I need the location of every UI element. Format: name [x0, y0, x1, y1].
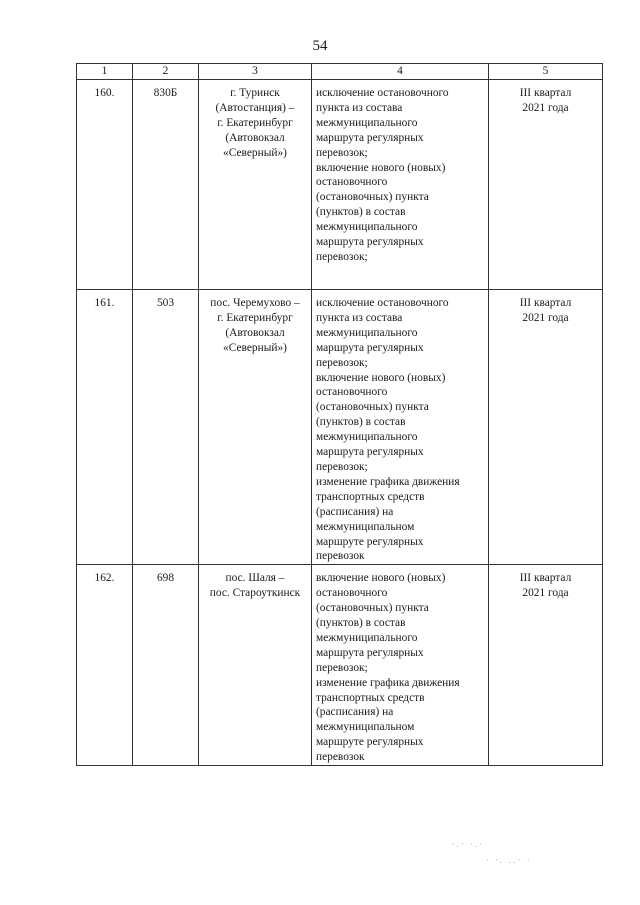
route-name-line: пос. Староуткинск — [209, 587, 301, 600]
description-line: межмуниципального — [316, 116, 418, 129]
description-line: (пунктов) в состав — [316, 206, 406, 219]
change-description — [312, 290, 489, 565]
description-line: перевозок; — [316, 460, 368, 473]
description-line: маршрута регулярных — [316, 446, 424, 459]
description-line: включение нового (новых) — [316, 572, 446, 585]
description-line: пункта из состава — [316, 311, 403, 324]
description-line: остановочного — [316, 587, 388, 600]
description-line: (остановочных) пункта — [316, 191, 429, 204]
header-row — [77, 64, 603, 80]
description-line: исключение остановочного — [316, 297, 449, 309]
scan-artifact: · ·. ..· · — [486, 856, 532, 865]
route-number: 830Б — [133, 80, 199, 290]
header-col-3: 3 — [199, 64, 312, 80]
route-name-line: (Автовокзал — [225, 131, 285, 144]
description-line: (пунктов) в состав — [316, 617, 406, 630]
route-name-line: пос. Шаля – — [225, 572, 285, 585]
header-col-2: 2 — [133, 64, 199, 80]
description-line: транспортных средств — [316, 691, 425, 704]
description-line: перевозок; — [316, 146, 368, 159]
description-line: межмуниципального — [316, 221, 418, 234]
deadline-line: III квартал — [519, 572, 572, 585]
register-table — [76, 63, 603, 766]
deadline — [489, 290, 603, 565]
description-line: маршруте регулярных — [316, 736, 424, 749]
route-name-line: г. Туринск — [230, 87, 280, 99]
table-body — [77, 80, 603, 766]
route-name — [199, 565, 312, 766]
change-description — [312, 565, 489, 766]
description-line: перевозок — [316, 751, 365, 764]
description-line: маршрута регулярных — [316, 646, 424, 659]
description-line: перевозок — [316, 550, 365, 563]
route-number: 698 — [133, 565, 199, 766]
header-col-1: 1 — [77, 64, 133, 80]
header-col-5: 5 — [489, 64, 603, 80]
description-line: межмуниципального — [316, 631, 418, 644]
description-line: маршрута регулярных — [316, 341, 424, 354]
description-line: перевозок; — [316, 250, 368, 263]
description-line: (расписания) на — [316, 706, 394, 719]
route-name-line: (Автостанция) – — [215, 101, 295, 114]
route-name-line: пос. Черемухово – — [210, 297, 300, 309]
deadline-line: 2021 года — [522, 101, 569, 114]
description-line: изменение графика движения — [316, 475, 460, 488]
header-col-4: 4 — [312, 64, 489, 80]
description-line: исключение остановочного — [316, 87, 449, 99]
deadline — [489, 80, 603, 290]
description-line: (остановочных) пункта — [316, 401, 429, 414]
description-line: включение нового (новых) — [316, 371, 446, 384]
description-line: межмуниципальном — [316, 520, 415, 533]
change-description — [312, 80, 489, 290]
table-header — [77, 64, 603, 80]
scan-artifact: ·.· ·.· — [452, 840, 484, 849]
description-line: перевозок; — [316, 356, 368, 369]
description-line: (остановочных) пункта — [316, 602, 429, 615]
route-name-line: (Автовокзал — [225, 326, 285, 339]
description-line: маршруте регулярных — [316, 535, 424, 548]
deadline-line: III квартал — [519, 297, 572, 309]
table-row — [77, 290, 603, 565]
description-line: межмуниципальном — [316, 721, 415, 734]
description-line: межмуниципального — [316, 431, 418, 444]
row-number: 161. — [77, 290, 133, 565]
description-line: остановочного — [316, 386, 388, 399]
row-number: 162. — [77, 565, 133, 766]
description-line: изменение графика движения — [316, 676, 460, 689]
description-line: маршрута регулярных — [316, 131, 424, 144]
deadline-line: 2021 года — [522, 311, 569, 324]
description-line: (расписания) на — [316, 505, 394, 518]
route-name-line: г. Екатеринбург — [217, 311, 293, 324]
table-row — [77, 565, 603, 766]
route-number: 503 — [133, 290, 199, 565]
description-line: остановочного — [316, 176, 388, 189]
description-line: маршрута регулярных — [316, 236, 424, 249]
table-row — [77, 80, 603, 290]
deadline-line: III квартал — [519, 87, 572, 99]
description-line: межмуниципального — [316, 326, 418, 339]
description-line: транспортных средств — [316, 490, 425, 503]
route-name — [199, 80, 312, 290]
route-name-line: г. Екатеринбург — [217, 116, 293, 129]
page-number: 54 — [312, 38, 328, 54]
deadline-line: 2021 года — [522, 587, 569, 600]
route-name-line: «Северный») — [223, 341, 287, 354]
row-number: 160. — [77, 80, 133, 290]
description-line: включение нового (новых) — [316, 161, 446, 174]
deadline — [489, 565, 603, 766]
description-line: перевозок; — [316, 661, 368, 674]
description-line: пункта из состава — [316, 101, 403, 114]
description-line: (пунктов) в состав — [316, 416, 406, 429]
route-name-line: «Северный») — [223, 146, 287, 159]
route-name — [199, 290, 312, 565]
